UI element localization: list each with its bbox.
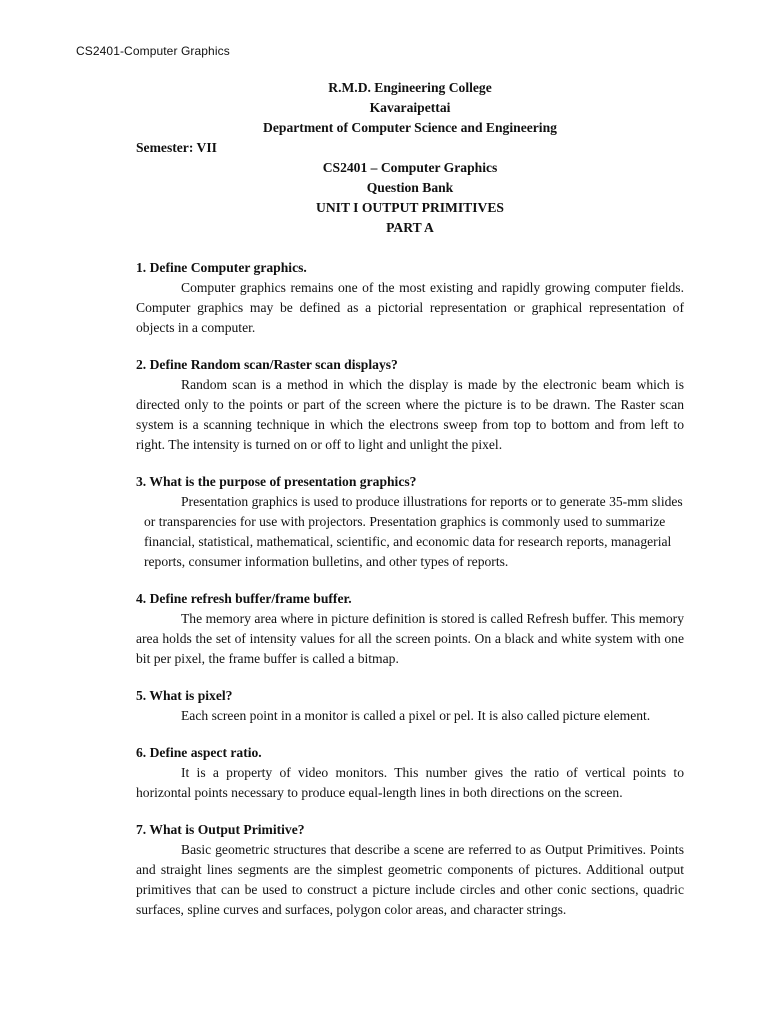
question-text: 1. Define Computer graphics. [136,260,307,275]
question-item [136,472,684,572]
answer-text: It is a property of video monitors. This number gives the ratio of vertical points to horizontal points necessary to produce equal-length lines in both directions on the screen. [136,765,684,800]
question-text: 5. What is pixel? [136,688,233,703]
document-type: Question Bank [366,180,454,195]
question-item [136,355,684,455]
question-text: 6. Define aspect ratio. [136,745,262,760]
question-text: 4. Define refresh buffer/frame buffer. [136,591,352,606]
question-item [136,743,684,803]
part-title: PART A [386,220,434,235]
department-name: Department of Computer Science and Engineering [263,120,557,135]
college-location: Kavaraipettai [369,100,451,115]
running-header: CS2401-Computer Graphics [76,44,230,58]
document-body [136,78,684,937]
college-name: R.M.D. Engineering College [328,80,492,95]
question-text: 3. What is the purpose of presentation graphics? [136,474,417,489]
title-block [136,78,684,238]
question-item [136,820,684,920]
unit-title: UNIT I OUTPUT PRIMITIVES [316,200,504,215]
answer-text: Computer graphics remains one of the most existing and rapidly growing computer fields. Computer graphics may be defined as a pictorial representation or graphical representation of objects in a computer. [136,280,684,335]
answer-text: Each screen point in a monitor is called a pixel or pel. It is also called picture element. [181,708,651,723]
question-item [136,686,684,726]
question-item [136,589,684,669]
answer-text: Presentation graphics is used to produce illustrations for reports or to generate 35-mm slides or transparencies for use with projectors. Presentation graphics is commonly used to summarize financial, statistical, mathematical, scientific, and economic data for research reports, managerial reports, consumer information bulletins, and other types of reports. [144,494,683,569]
answer-text: Basic geometric structures that describe a scene are referred to as Output Primitives. Points and straight lines segments are the simplest geometric components of pictures. Additional output primitives that can be used to construct a picture include circles and other conic sections, quadric surfaces, spline curves and surfaces, polygon color areas, and character strings. [136,842,684,917]
question-item [136,258,684,338]
semester-row [136,138,684,158]
question-text: 2. Define Random scan/Raster scan displays? [136,357,398,372]
semester-label: Semester: VII [136,140,217,155]
answer-text: The memory area where in picture definition is stored is called Refresh buffer. This memory area holds the set of intensity values for all the screen points. On a black and white system with one bit per pixel, the frame buffer is called a bitmap. [136,611,684,666]
question-text: 7. What is Output Primitive? [136,822,305,837]
answer-text: Random scan is a method in which the display is made by the electronic beam which is directed only to the points or part of the screen where the picture is to be drawn. The Raster scan system is a scanning technique in which the electrons sweep from top to bottom and from left to right. The intensity is turned on or off to light and unlight the pixel. [136,377,684,452]
course-title: CS2401 – Computer Graphics [322,160,498,175]
